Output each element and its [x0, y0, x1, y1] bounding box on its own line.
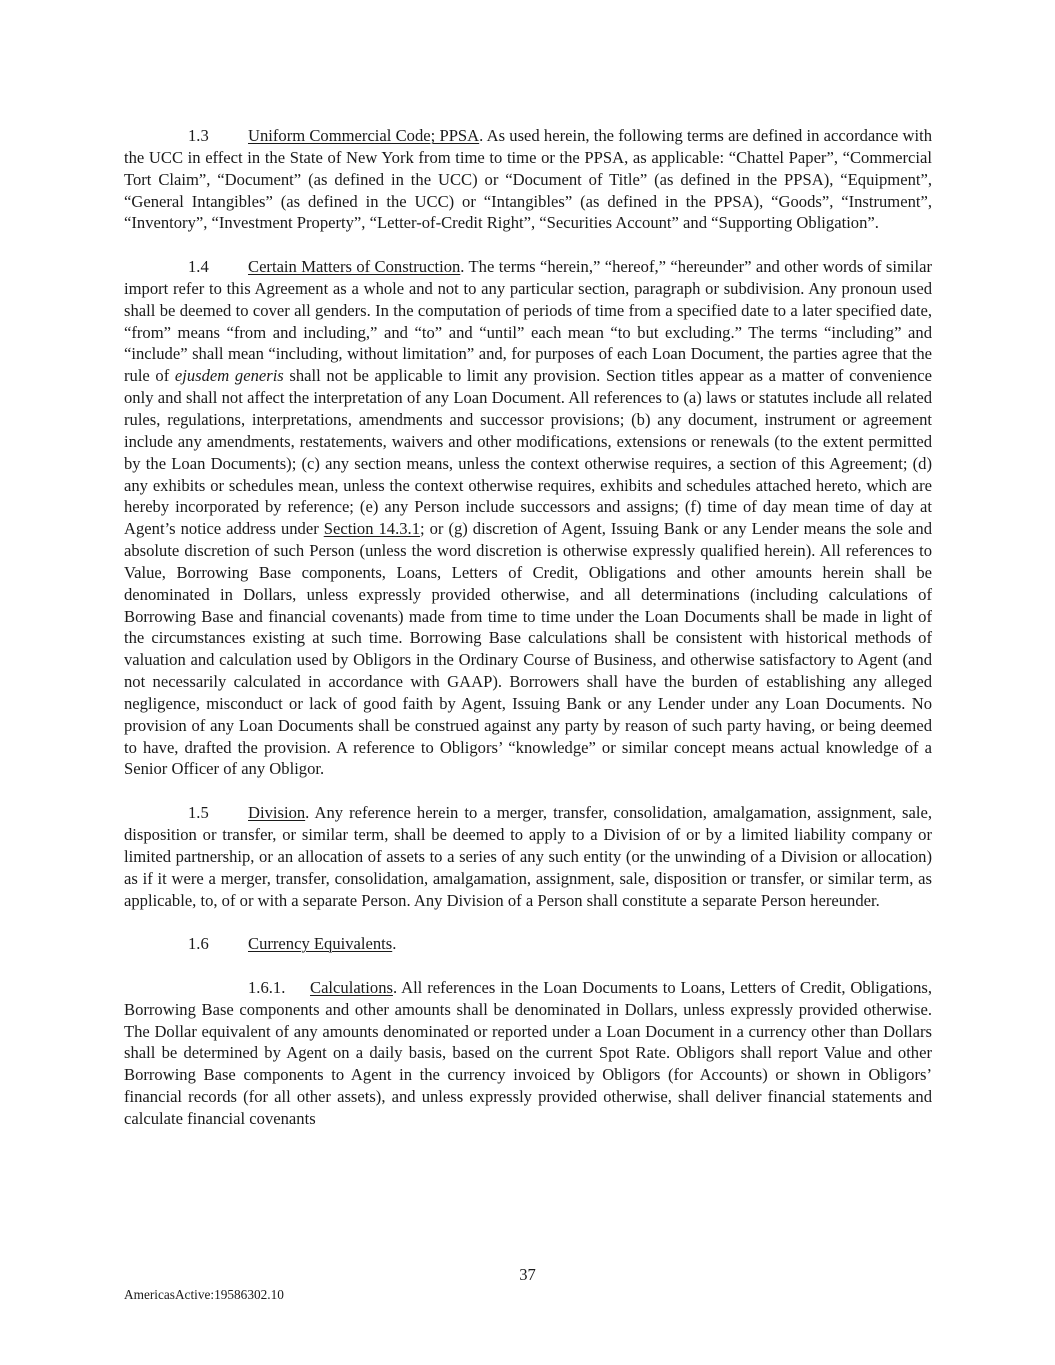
- document-id: AmericasActive:19586302.10: [124, 1287, 284, 1302]
- section-cross-reference: Section 14.3.1: [323, 519, 420, 539]
- section-number: 1.4: [188, 257, 209, 277]
- section-heading: Uniform Commercial Code; PPSA: [248, 126, 480, 145]
- section-1-4: [124, 256, 932, 780]
- page-number: 37: [519, 1265, 536, 1284]
- section-1-5: [124, 802, 932, 911]
- section-body-part-c: ; or (g) discretion of Agent, Issuing Bank or any Lender means the sole and absolute discretion of such Person (unless the word discretion is otherwise expressly qualified herein). All references to Value, Borrowing Base components, Loans, Letters of Credit, Obligations and other amounts herein shall be denominated in Dollars, unless expressly provided otherwise, and all determinations (including calculations of Borrowing Base and financial covenants) made from time to time under the Loan Documents shall be made in light of the circumstances existing at such time. Borrowing Base calculations shall be consistent with historical methods of valuation and calculation used by Obligors in the Ordinary Course of Business, and otherwise satisfactory to Agent (and not necessarily calculated in accordance with GAAP). Borrowers shall have the burden of establishing any alleged negligence, misconduct or lack of good faith by Agent, Issuing Bank or any Lender under any Loan Documents. No provision of any Loan Documents shall be construed against any party by reason of such party having, or being deemed to have, drafted the provision. A reference to Obligors’ “knowledge” or similar concept means actual knowledge of a Senior Officer of any Obligor.: [124, 519, 932, 779]
- section-heading: Division: [248, 803, 306, 823]
- section-heading: Certain Matters of Construction: [248, 257, 461, 277]
- section-number: 1.5: [188, 803, 209, 823]
- italic-term: ejusdem generis: [174, 366, 284, 386]
- section-1-6: [124, 933, 932, 955]
- section-body: .: [392, 934, 397, 954]
- section-number: 1.3: [188, 126, 209, 145]
- section-body-part-a: . The terms “herein,” “hereof,” “hereunder” and other words of similar import refer to this Agreement as a whole and not to any particular section, paragraph or subdivision. Any pronoun used shall be deemed to cover all genders. In the computation of periods of time from a specified date to a later specified date, “from” means “from and including,” and “to” and “until” each mean “to but excluding.” The terms “including” and “include” shall mean “including, without limitation” and, for purposes of each Loan Document, the parties agree that the rule of: [124, 257, 932, 386]
- document-page: [124, 125, 932, 1152]
- section-number: 1.6.1.: [248, 977, 286, 997]
- section-body: . All references in the Loan Documents to Loans, Letters of Credit, Obligations, Borrowing Base components and other amounts shall be denominated in Dollars, unless expressly provided otherwise. The Dollar equivalent of any amounts denominated or reported under a Loan Document in a currency other than Dollars shall be determined by Agent on a daily basis, based on the current Spot Rate. Obligors shall report Value and other Borrowing Base components to Agent in the currency invoiced by Obligors (for Accounts) or shown in Obligors’ financial records (for all other assets), and unless expressly provided otherwise, shall deliver financial statements and calculate financial covenants: [124, 977, 932, 1128]
- section-body: . Any reference herein to a merger, transfer, consolidation, amalgamation, assignment, sale, disposition or transfer, or similar term, shall be deemed to apply to a Division of or by a limited liability company or limited partnership, or an allocation of assets to a series of any such entity (or the unwinding of a Division or allocation) as if it were a merger, transfer, consolidation, amalgamation, assignment, sale, disposition or transfer, or similar term, as applicable, to, of or with a separate Person. Any Division of a Person shall constitute a separate Person hereunder.: [124, 803, 932, 910]
- section-1-6-1: [124, 977, 932, 1130]
- section-body-part-b: shall not be applicable to limit any provision. Section titles appear as a matter of convenience only and shall not affect the interpretation of any Loan Document. All references to (a) laws or statutes include all related rules, regulations, interpretations, amendments and successor provisions; (b) any document, instrument or agreement include any amendments, restatements, waivers and other modifications, extensions or renewals (to the extent permitted by the Loan Documents); (c) any section means, unless the context otherwise requires, a section of this Agreement; (d) any exhibits or schedules mean, unless the context otherwise requires, exhibits and schedules attached hereto, which are hereby incorporated by reference; (e) any Person include successors and assigns; (f) time of day mean time of day at Agent’s notice address under: [124, 366, 933, 539]
- section-heading: Currency Equivalents: [248, 934, 393, 954]
- section-heading: Calculations: [310, 977, 393, 997]
- section-body: . As used herein, the following terms are defined in accordance with the UCC in effect in the State of New York from time to time or the PPSA, as applicable: “Chattel Paper”, “Commercial Tort Claim”, “Document” (as defined in the UCC) or “Document of Title” (as defined in the PPSA), “Equipment”, “General Intangibles” (as defined in the UCC) or “Intangibles” (as defined in the PPSA), “Goods”, “Instrument”, “Inventory”, “Investment Property”, “Letter-of-Credit Right”, “Securities Account” and “Supporting Obligation”.: [124, 126, 933, 233]
- section-1-3: [124, 125, 932, 234]
- section-number: 1.6: [188, 934, 209, 954]
